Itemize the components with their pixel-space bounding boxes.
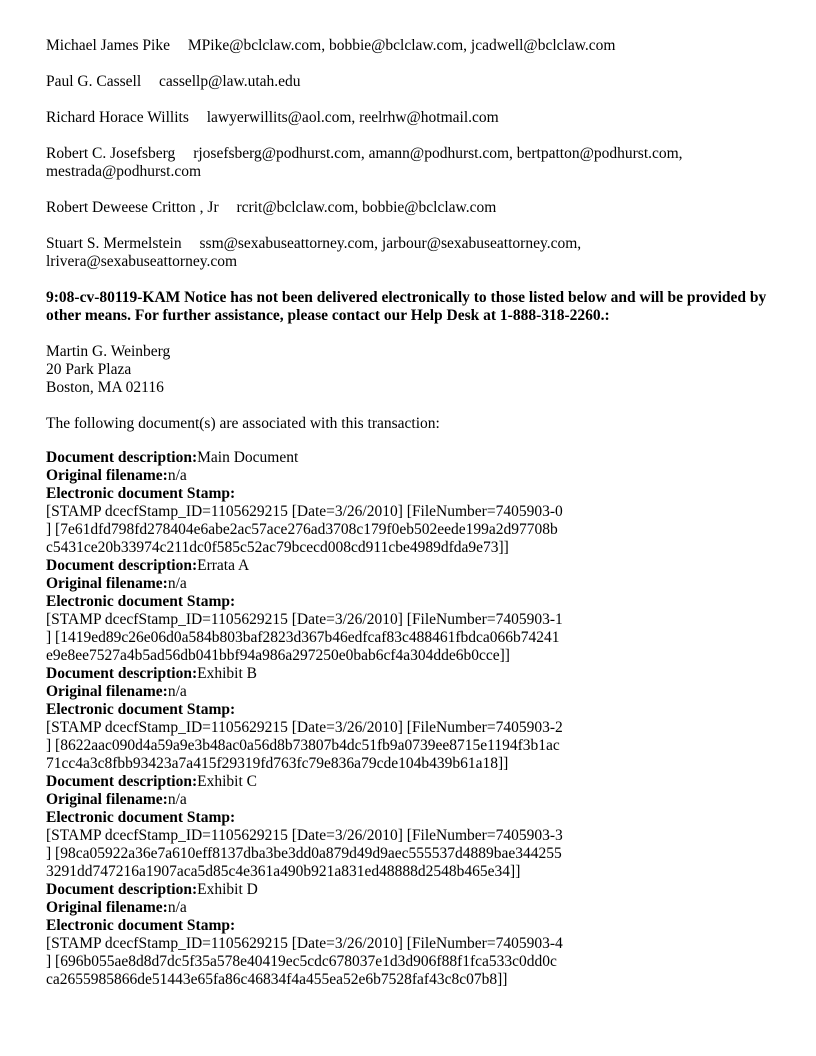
document-entry — [46, 881, 786, 989]
recipient-entry — [46, 199, 746, 217]
recipient-name: Robert C. Josefsberg — [46, 145, 176, 162]
description-value: Main Document — [197, 449, 299, 466]
filename-value: n/a — [167, 791, 187, 808]
document-filename — [46, 575, 786, 593]
filename-label: Original filename: — [46, 683, 168, 700]
recipient-name: Richard Horace Willits — [46, 109, 189, 126]
document-stamp — [46, 503, 586, 557]
stamp-line: ] [98ca05922a36e7a610eff8137dba3be3dd0a879d49d9aec555537d4889bae344255 — [46, 845, 562, 862]
recipient-emails[interactable]: cassellp@law.utah.edu — [159, 73, 301, 90]
document-list — [46, 449, 786, 989]
description-value: Exhibit B — [197, 665, 257, 682]
recipient-name: Paul G. Cassell — [46, 73, 142, 90]
recipient-emails[interactable]: MPike@bclclaw.com, bobbie@bclclaw.com, jcadwell@bclclaw.com — [187, 37, 616, 54]
document-description — [46, 773, 786, 791]
recipient-entry — [46, 145, 716, 181]
address-name: Martin G. Weinberg — [46, 343, 171, 360]
stamp-label: Electronic document Stamp: — [46, 809, 236, 826]
stamp-line: 3291dd747216a1907aca5d85c4e361a490b921a831ed48888d2548b465e34]] — [46, 863, 521, 880]
document-stamp-label — [46, 701, 786, 719]
recipient-name: Michael James Pike — [46, 37, 170, 54]
document-filename — [46, 683, 786, 701]
notice-page — [46, 37, 786, 989]
description-label: Document description: — [46, 773, 198, 790]
document-entry — [46, 449, 786, 557]
document-stamp — [46, 827, 586, 881]
recipient-entry — [46, 73, 746, 91]
stamp-line: [STAMP dcecfStamp_ID=1105629215 [Date=3/26/2010] [FileNumber=7405903-2 — [46, 719, 563, 736]
document-description — [46, 557, 786, 575]
filename-value: n/a — [167, 467, 187, 484]
document-filename — [46, 899, 786, 917]
stamp-line: c5431ce20b33974c211dc0f585c52ac79bcecd008cd911cbe4989dfda9e73]] — [46, 539, 509, 556]
filename-value: n/a — [167, 683, 187, 700]
recipient-name: Robert Deweese Critton , Jr — [46, 199, 219, 216]
stamp-line: [STAMP dcecfStamp_ID=1105629215 [Date=3/26/2010] [FileNumber=7405903-4 — [46, 935, 563, 952]
document-stamp-label — [46, 809, 786, 827]
stamp-line: [STAMP dcecfStamp_ID=1105629215 [Date=3/26/2010] [FileNumber=7405903-3 — [46, 827, 563, 844]
address-city: Boston, MA 02116 — [46, 379, 164, 396]
stamp-line: [STAMP dcecfStamp_ID=1105629215 [Date=3/26/2010] [FileNumber=7405903-1 — [46, 611, 563, 628]
recipient-list — [46, 37, 786, 271]
document-entry — [46, 557, 786, 665]
recipient-emails[interactable]: lawyerwillits@aol.com, reelrhw@hotmail.com — [206, 109, 499, 126]
description-label: Document description: — [46, 665, 198, 682]
document-filename — [46, 791, 786, 809]
document-stamp — [46, 719, 586, 773]
stamp-line: [STAMP dcecfStamp_ID=1105629215 [Date=3/26/2010] [FileNumber=7405903-0 — [46, 503, 563, 520]
filename-value: n/a — [167, 575, 187, 592]
recipient-entry — [46, 37, 746, 55]
filename-value: n/a — [167, 899, 187, 916]
document-filename — [46, 467, 786, 485]
document-description — [46, 449, 786, 467]
document-stamp-label — [46, 917, 786, 935]
stamp-line: e9e8ee7527a4b5ad56db041bbf94a986a297250e0bab6cf4a304dde6b0cce]] — [46, 647, 510, 664]
document-entry — [46, 773, 786, 881]
document-stamp-label — [46, 485, 786, 503]
recipient-emails[interactable]: rcrit@bclclaw.com, bobbie@bclclaw.com — [236, 199, 497, 216]
filename-label: Original filename: — [46, 575, 168, 592]
filename-label: Original filename: — [46, 899, 168, 916]
recipient-emails[interactable]: ssm@sexabuseattorney.com, jarbour@sexabuseattorney.com, lrivera@sexabuseattorney.com — [46, 235, 582, 270]
stamp-line: ] [1419ed89c26e06d0a584b803baf2823d367b46edfcaf83c488461fbdca066b74241 — [46, 629, 560, 646]
filename-label: Original filename: — [46, 467, 168, 484]
document-stamp — [46, 611, 586, 665]
stamp-label: Electronic document Stamp: — [46, 485, 236, 502]
address-street: 20 Park Plaza — [46, 361, 132, 378]
description-label: Document description: — [46, 881, 198, 898]
document-stamp-label — [46, 593, 786, 611]
stamp-line: ca2655985866de51443e65fa86c46834f4a455ea52e6b7528faf43c8c07b8]] — [46, 971, 508, 988]
description-value: Exhibit C — [197, 773, 257, 790]
stamp-line: ] [696b055ae8d8d7dc5f35a578e40419ec5cdc678037e1d3d906f88f1fca533c0dd0c — [46, 953, 557, 970]
document-stamp — [46, 935, 586, 989]
description-value: Exhibit D — [197, 881, 258, 898]
recipient-name: Stuart S. Mermelstein — [46, 235, 182, 252]
recipient-entry — [46, 109, 746, 127]
stamp-line: ] [7e61dfd798fd278404e6abe2ac57ace276ad3708c179f0eb502eede199a2d97708b — [46, 521, 558, 538]
description-label: Document description: — [46, 557, 198, 574]
recipient-entry — [46, 235, 646, 271]
description-label: Document description: — [46, 449, 198, 466]
document-description — [46, 881, 786, 899]
stamp-label: Electronic document Stamp: — [46, 701, 236, 718]
stamp-label: Electronic document Stamp: — [46, 593, 236, 610]
description-value: Errata A — [197, 557, 250, 574]
associated-documents-heading: The following document(s) are associated with this transaction: — [46, 415, 440, 432]
stamp-label: Electronic document Stamp: — [46, 917, 236, 934]
recipient-emails[interactable]: rjosefsberg@podhurst.com, amann@podhurst.com, bertpatton@podhurst.com, mestrada@podhurst.com — [46, 145, 683, 180]
stamp-line: ] [8622aac090d4a59a9e3b48ac0a56d8b73807b4dc51fb9a0739ee8715e1194f3b1ac — [46, 737, 560, 754]
document-description — [46, 665, 786, 683]
document-entry — [46, 665, 786, 773]
filename-label: Original filename: — [46, 791, 168, 808]
stamp-line: 71cc4a3c8fbb93423a7a415f29319fd763fc79e836a79cde104b439b61a18]] — [46, 755, 509, 772]
mailing-address — [46, 343, 786, 397]
delivery-notice: 9:08-cv-80119-KAM Notice has not been delivered electronically to those listed below and will be provided by other means. For further assistance, please contact our Help Desk at 1-888-318-2260.: — [46, 289, 767, 324]
